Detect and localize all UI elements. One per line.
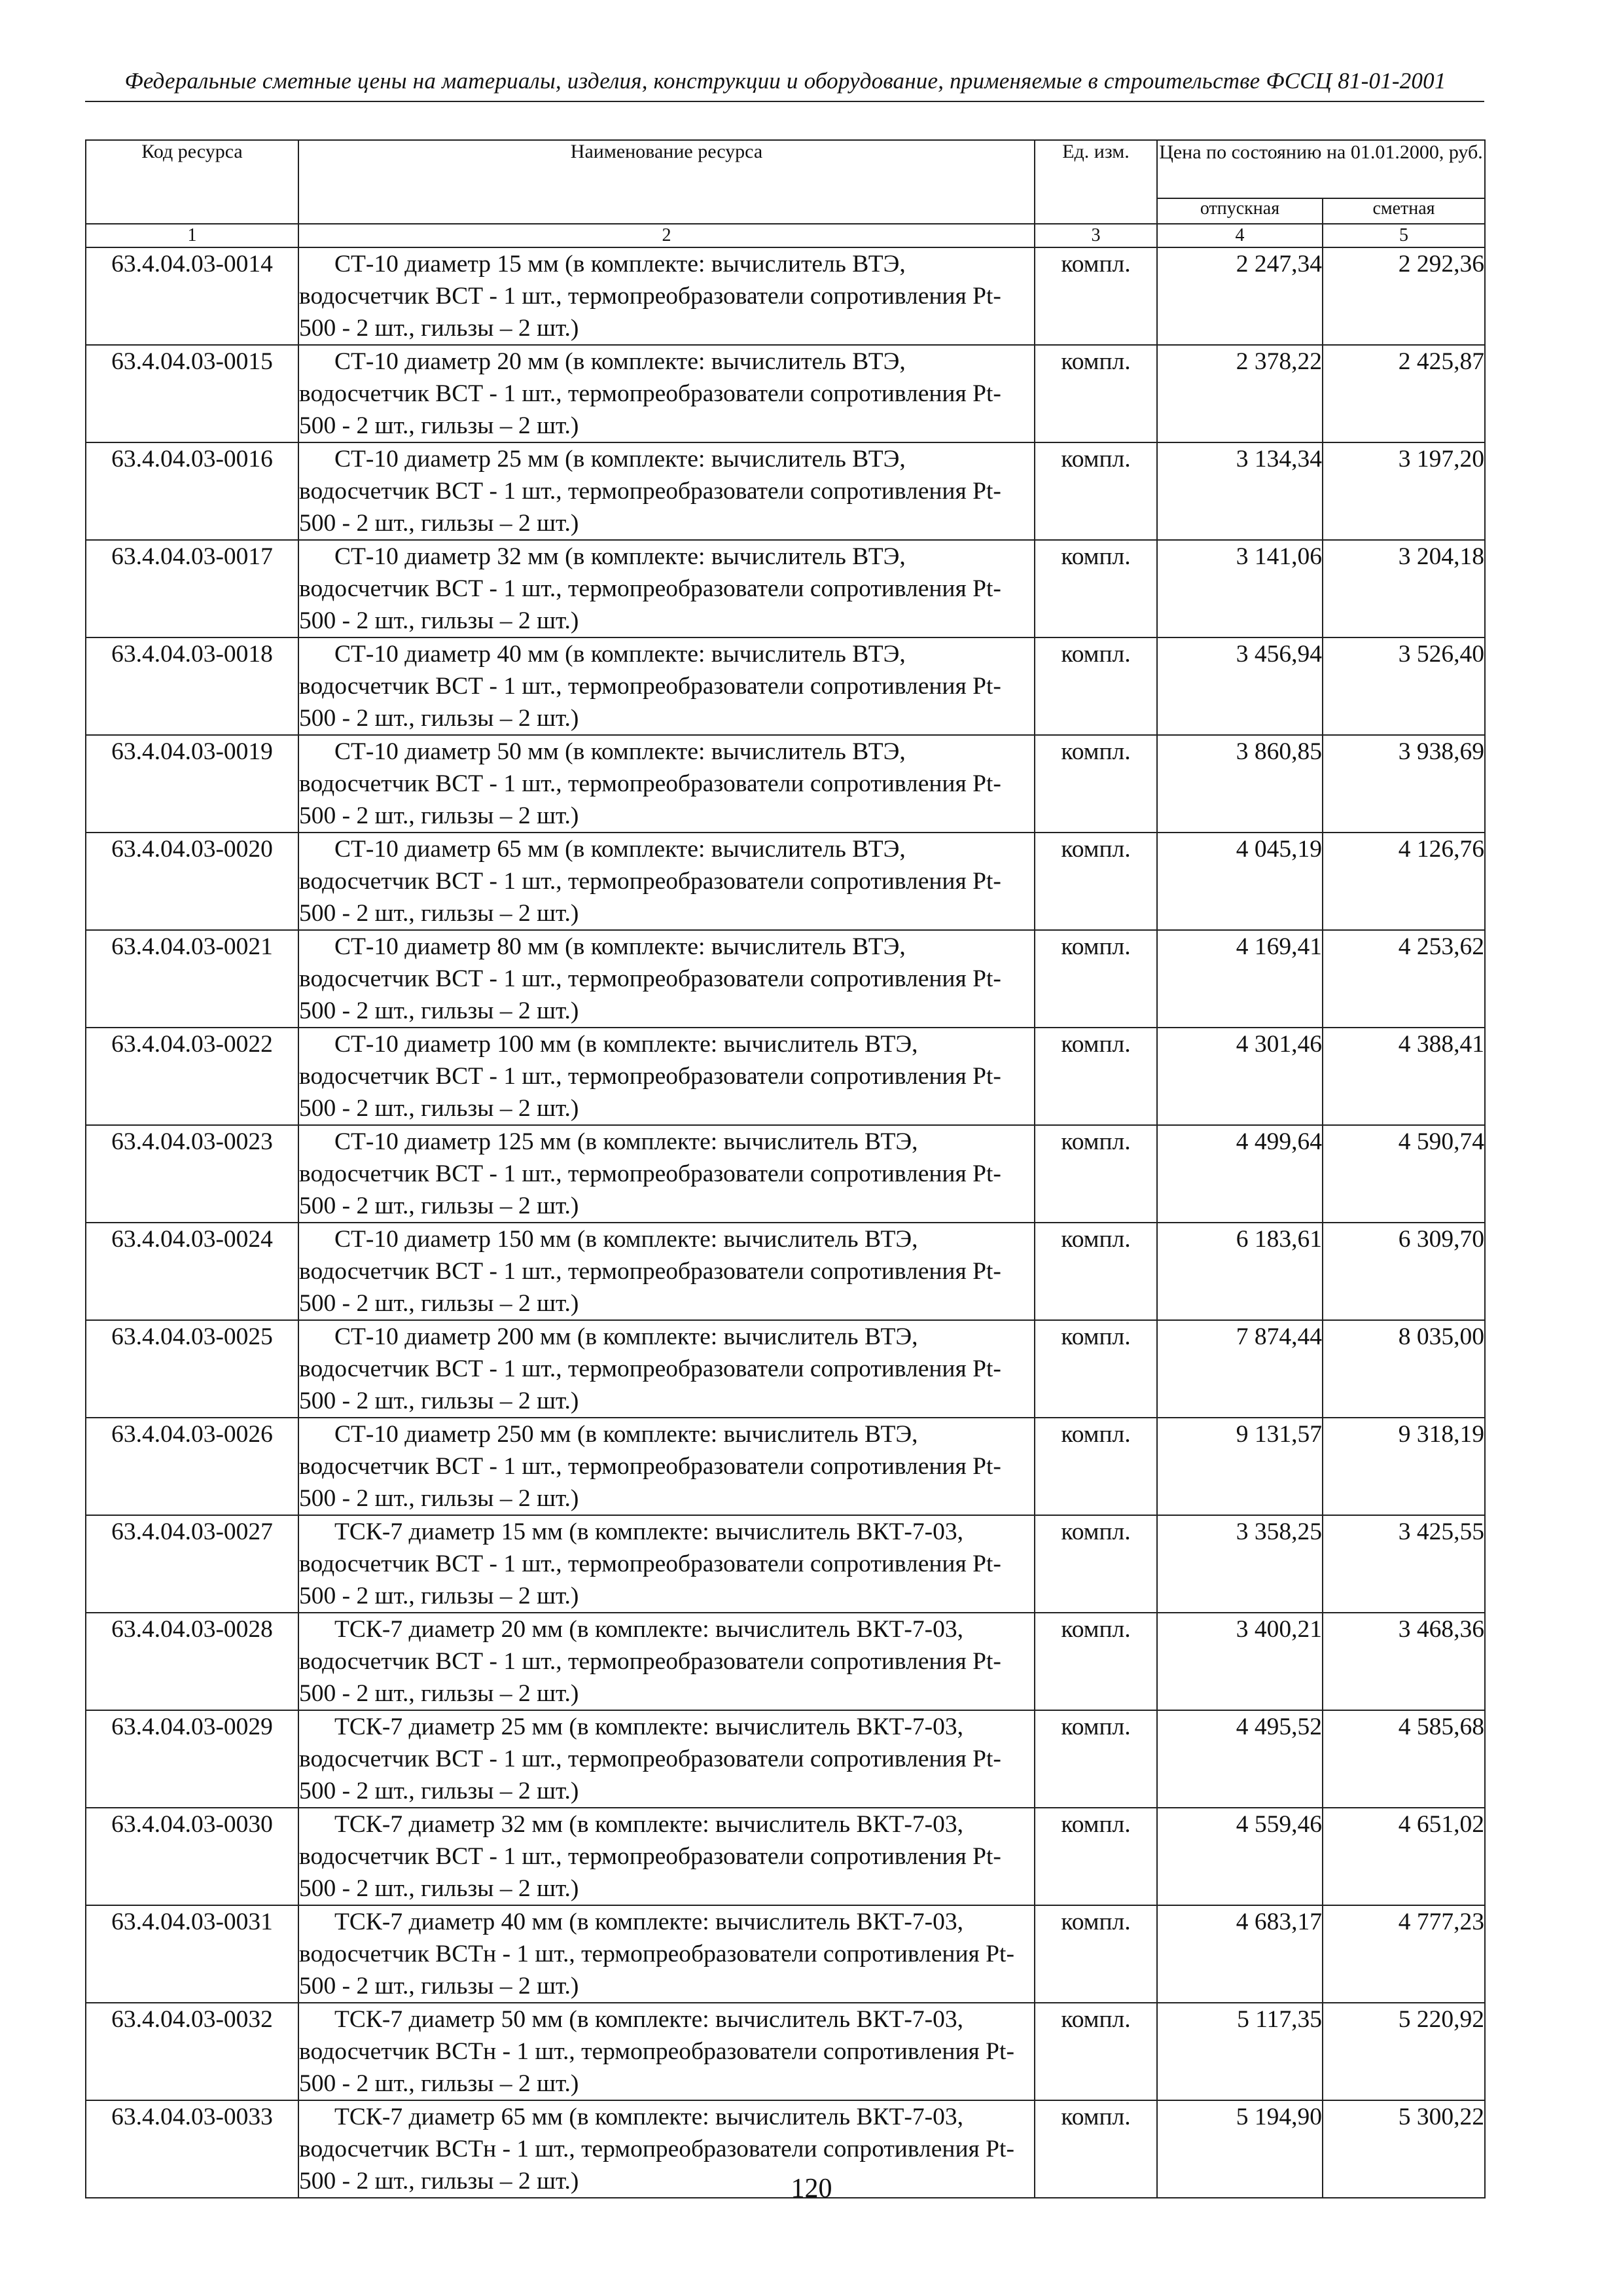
release-price-cell: 4 495,52	[1157, 1710, 1323, 1808]
release-price-cell: 4 683,17	[1157, 1905, 1323, 2003]
table-header	[86, 140, 1485, 224]
resource-name-text: ТСК-7 диаметр 40 мм (в комплекте: вычислитель ВКТ-7-03, водосчетчик ВСТн - 1 шт., термопреобразователи сопротивления Pt-500 - 2 шт., гильзы – 2 шт.)	[299, 1909, 1014, 2000]
resource-name-cell	[298, 930, 1035, 1028]
header-estimate-price: сметная	[1323, 198, 1485, 224]
estimate-price-cell: 9 318,19	[1323, 1418, 1485, 1515]
estimate-price-cell: 4 585,68	[1323, 1710, 1485, 1808]
release-price-cell: 4 499,64	[1157, 1125, 1323, 1223]
resource-name-text: СТ-10 диаметр 50 мм (в комплекте: вычислитель ВТЭ, водосчетчик ВСТ - 1 шт., термопреобразователи сопротивления Pt- 500 - 2 шт., гильзы – 2 шт.)	[299, 738, 1001, 829]
resource-code-cell: 63.4.04.03-0020	[86, 833, 298, 930]
release-price-cell: 6 183,61	[1157, 1223, 1323, 1320]
table-row	[86, 345, 1485, 442]
resource-name-text: ТСК-7 диаметр 15 мм (в комплекте: вычислитель ВКТ-7-03, водосчетчик ВСТ - 1 шт., термопреобразователи сопротивления Pt- 500 - 2 шт., гильзы – 2 шт.)	[299, 1518, 1001, 1609]
resource-code-cell: 63.4.04.03-0029	[86, 1710, 298, 1808]
price-table	[85, 139, 1486, 2198]
release-price-cell: 3 141,06	[1157, 540, 1323, 637]
resource-name-cell	[298, 1905, 1035, 2003]
resource-name-text: СТ-10 диаметр 25 мм (в комплекте: вычислитель ВТЭ, водосчетчик ВСТ - 1 шт., термопреобразователи сопротивления Pt- 500 - 2 шт., гильзы – 2 шт.)	[299, 446, 1001, 537]
unit-cell: компл.	[1035, 1710, 1157, 1808]
resource-name-cell	[298, 345, 1035, 442]
unit-cell: компл.	[1035, 247, 1157, 345]
resource-code-cell: 63.4.04.03-0016	[86, 442, 298, 540]
release-price-cell: 3 134,34	[1157, 442, 1323, 540]
table-row	[86, 2003, 1485, 2100]
resource-name-cell	[298, 735, 1035, 833]
estimate-price-cell: 3 468,36	[1323, 1613, 1485, 1710]
header-name: Наименование ресурса	[298, 140, 1035, 224]
release-price-cell: 4 301,46	[1157, 1028, 1323, 1125]
column-number: 2	[298, 224, 1035, 247]
table-body	[86, 224, 1485, 2198]
header-rule	[85, 101, 1484, 102]
release-price-cell: 3 400,21	[1157, 1613, 1323, 1710]
unit-cell: компл.	[1035, 735, 1157, 833]
table-row	[86, 1125, 1485, 1223]
release-price-cell: 9 131,57	[1157, 1418, 1323, 1515]
resource-name-text: СТ-10 диаметр 200 мм (в комплекте: вычислитель ВТЭ, водосчетчик ВСТ - 1 шт., термопреобразователи сопротивления Pt- 500 - 2 шт., гильзы – 2 шт.)	[299, 1323, 1001, 1414]
estimate-price-cell: 8 035,00	[1323, 1320, 1485, 1418]
resource-name-text: СТ-10 диаметр 250 мм (в комплекте: вычислитель ВТЭ, водосчетчик ВСТ - 1 шт., термопреобразователи сопротивления Pt- 500 - 2 шт., гильзы – 2 шт.)	[299, 1421, 1001, 1512]
resource-code-cell: 63.4.04.03-0031	[86, 1905, 298, 2003]
resource-name-cell	[298, 540, 1035, 637]
resource-name-cell	[298, 1418, 1035, 1515]
resource-name-text: СТ-10 диаметр 20 мм (в комплекте: вычислитель ВТЭ, водосчетчик ВСТ - 1 шт., термопреобразователи сопротивления Pt- 500 - 2 шт., гильзы – 2 шт.)	[299, 348, 1001, 439]
resource-code-cell: 63.4.04.03-0024	[86, 1223, 298, 1320]
resource-name-text: СТ-10 диаметр 125 мм (в комплекте: вычислитель ВТЭ, водосчетчик ВСТ - 1 шт., термопреобразователи сопротивления Pt- 500 - 2 шт., гильзы – 2 шт.)	[299, 1128, 1001, 1219]
release-price-cell: 3 860,85	[1157, 735, 1323, 833]
unit-cell: компл.	[1035, 1223, 1157, 1320]
estimate-price-cell: 6 309,70	[1323, 1223, 1485, 1320]
column-number: 5	[1323, 224, 1485, 247]
resource-code-cell: 63.4.04.03-0027	[86, 1515, 298, 1613]
column-number: 3	[1035, 224, 1157, 247]
release-price-cell: 7 874,44	[1157, 1320, 1323, 1418]
resource-code-cell: 63.4.04.03-0015	[86, 345, 298, 442]
header-price-group: Цена по состоянию на 01.01.2000, руб.	[1157, 140, 1485, 198]
resource-code-cell: 63.4.04.03-0014	[86, 247, 298, 345]
table-row	[86, 1710, 1485, 1808]
estimate-price-cell: 4 590,74	[1323, 1125, 1485, 1223]
release-price-cell: 4 045,19	[1157, 833, 1323, 930]
resource-name-cell	[298, 1613, 1035, 1710]
resource-code-cell: 63.4.04.03-0022	[86, 1028, 298, 1125]
resource-code-cell: 63.4.04.03-0028	[86, 1613, 298, 1710]
unit-cell: компл.	[1035, 442, 1157, 540]
resource-name-text: ТСК-7 диаметр 50 мм (в комплекте: вычислитель ВКТ-7-03, водосчетчик ВСТн - 1 шт., термопреобразователи сопротивления Pt-500 - 2 шт., гильзы – 2 шт.)	[299, 2006, 1014, 2097]
release-price-cell: 3 358,25	[1157, 1515, 1323, 1613]
resource-code-cell: 63.4.04.03-0017	[86, 540, 298, 637]
resource-name-text: ТСК-7 диаметр 32 мм (в комплекте: вычислитель ВКТ-7-03, водосчетчик ВСТ - 1 шт., термопреобразователи сопротивления Pt- 500 - 2 шт., гильзы – 2 шт.)	[299, 1811, 1001, 1902]
column-number-row	[86, 224, 1485, 247]
estimate-price-cell: 3 526,40	[1323, 637, 1485, 735]
running-header: Федеральные сметные цены на материалы, изделия, конструкции и оборудование, применяемые в строительстве ФССЦ 81-01-2001	[124, 68, 1446, 94]
unit-cell: компл.	[1035, 637, 1157, 735]
table-row	[86, 1808, 1485, 1905]
unit-cell: компл.	[1035, 833, 1157, 930]
resource-name-text: СТ-10 диаметр 32 мм (в комплекте: вычислитель ВТЭ, водосчетчик ВСТ - 1 шт., термопреобразователи сопротивления Pt- 500 - 2 шт., гильзы – 2 шт.)	[299, 543, 1001, 634]
release-price-cell: 3 456,94	[1157, 637, 1323, 735]
table-row	[86, 1905, 1485, 2003]
unit-cell: компл.	[1035, 930, 1157, 1028]
resource-name-cell	[298, 1125, 1035, 1223]
estimate-price-cell: 5 300,22	[1323, 2100, 1485, 2198]
resource-code-cell: 63.4.04.03-0023	[86, 1125, 298, 1223]
resource-name-cell	[298, 637, 1035, 735]
header-release-price: отпускная	[1157, 198, 1323, 224]
unit-cell: компл.	[1035, 345, 1157, 442]
estimate-price-cell: 3 938,69	[1323, 735, 1485, 833]
table-row	[86, 540, 1485, 637]
unit-cell: компл.	[1035, 2100, 1157, 2198]
resource-code-cell: 63.4.04.03-0019	[86, 735, 298, 833]
header-unit: Ед. изм.	[1035, 140, 1157, 224]
unit-cell: компл.	[1035, 1613, 1157, 1710]
release-price-cell: 2 378,22	[1157, 345, 1323, 442]
resource-name-cell	[298, 247, 1035, 345]
resource-name-text: ТСК-7 диаметр 25 мм (в комплекте: вычислитель ВКТ-7-03, водосчетчик ВСТ - 1 шт., термопреобразователи сопротивления Pt- 500 - 2 шт., гильзы – 2 шт.)	[299, 1713, 1001, 1804]
table-row	[86, 1418, 1485, 1515]
resource-name-text: СТ-10 диаметр 15 мм (в комплекте: вычислитель ВТЭ, водосчетчик ВСТ - 1 шт., термопреобразователи сопротивления Pt- 500 - 2 шт., гильзы – 2 шт.)	[299, 251, 1001, 342]
unit-cell: компл.	[1035, 1418, 1157, 1515]
estimate-price-cell: 4 388,41	[1323, 1028, 1485, 1125]
resource-name-cell	[298, 1515, 1035, 1613]
page-number: 120	[791, 2174, 832, 2204]
release-price-cell: 2 247,34	[1157, 247, 1323, 345]
table-row	[86, 442, 1485, 540]
estimate-price-cell: 4 651,02	[1323, 1808, 1485, 1905]
resource-name-text: ТСК-7 диаметр 65 мм (в комплекте: вычислитель ВКТ-7-03, водосчетчик ВСТн - 1 шт., термопреобразователи сопротивления Pt-500 - 2 шт., гильзы – 2 шт.)	[299, 2104, 1014, 2195]
unit-cell: компл.	[1035, 1320, 1157, 1418]
unit-cell: компл.	[1035, 1515, 1157, 1613]
table-row	[86, 930, 1485, 1028]
resource-name-cell	[298, 833, 1035, 930]
resource-name-cell	[298, 442, 1035, 540]
resource-name-cell	[298, 2003, 1035, 2100]
resource-name-cell	[298, 1223, 1035, 1320]
table-row	[86, 1028, 1485, 1125]
table-row	[86, 637, 1485, 735]
table-row	[86, 833, 1485, 930]
header-code: Код ресурса	[86, 140, 298, 224]
estimate-price-cell: 3 425,55	[1323, 1515, 1485, 1613]
release-price-cell: 4 169,41	[1157, 930, 1323, 1028]
resource-name-cell	[298, 1028, 1035, 1125]
resource-name-text: СТ-10 диаметр 80 мм (в комплекте: вычислитель ВТЭ, водосчетчик ВСТ - 1 шт., термопреобразователи сопротивления Pt- 500 - 2 шт., гильзы – 2 шт.)	[299, 933, 1001, 1024]
table-row	[86, 1515, 1485, 1613]
estimate-price-cell: 5 220,92	[1323, 2003, 1485, 2100]
unit-cell: компл.	[1035, 1905, 1157, 2003]
unit-cell: компл.	[1035, 1125, 1157, 1223]
estimate-price-cell: 2 292,36	[1323, 247, 1485, 345]
resource-code-cell: 63.4.04.03-0030	[86, 1808, 298, 1905]
resource-name-text: СТ-10 диаметр 100 мм (в комплекте: вычислитель ВТЭ, водосчетчик ВСТ - 1 шт., термопреобразователи сопротивления Pt- 500 - 2 шт., гильзы – 2 шт.)	[299, 1031, 1001, 1122]
unit-cell: компл.	[1035, 1028, 1157, 1125]
table-row	[86, 735, 1485, 833]
resource-name-cell	[298, 1320, 1035, 1418]
estimate-price-cell: 4 777,23	[1323, 1905, 1485, 2003]
resource-name-text: СТ-10 диаметр 40 мм (в комплекте: вычислитель ВТЭ, водосчетчик ВСТ - 1 шт., термопреобразователи сопротивления Pt- 500 - 2 шт., гильзы – 2 шт.)	[299, 641, 1001, 732]
table-row	[86, 247, 1485, 345]
unit-cell: компл.	[1035, 1808, 1157, 1905]
table-row	[86, 1613, 1485, 1710]
resource-name-cell	[298, 1808, 1035, 1905]
resource-name-text: СТ-10 диаметр 65 мм (в комплекте: вычислитель ВТЭ, водосчетчик ВСТ - 1 шт., термопреобразователи сопротивления Pt- 500 - 2 шт., гильзы – 2 шт.)	[299, 836, 1001, 927]
release-price-cell: 5 194,90	[1157, 2100, 1323, 2198]
estimate-price-cell: 4 253,62	[1323, 930, 1485, 1028]
resource-code-cell: 63.4.04.03-0033	[86, 2100, 298, 2198]
unit-cell: компл.	[1035, 540, 1157, 637]
resource-code-cell: 63.4.04.03-0025	[86, 1320, 298, 1418]
estimate-price-cell: 2 425,87	[1323, 345, 1485, 442]
table-row	[86, 1320, 1485, 1418]
resource-code-cell: 63.4.04.03-0018	[86, 637, 298, 735]
resource-name-text: ТСК-7 диаметр 20 мм (в комплекте: вычислитель ВКТ-7-03, водосчетчик ВСТ - 1 шт., термопреобразователи сопротивления Pt- 500 - 2 шт., гильзы – 2 шт.)	[299, 1616, 1001, 1707]
estimate-price-cell: 3 197,20	[1323, 442, 1485, 540]
release-price-cell: 4 559,46	[1157, 1808, 1323, 1905]
estimate-price-cell: 4 126,76	[1323, 833, 1485, 930]
column-number: 1	[86, 224, 298, 247]
resource-code-cell: 63.4.04.03-0021	[86, 930, 298, 1028]
resource-code-cell: 63.4.04.03-0026	[86, 1418, 298, 1515]
unit-cell: компл.	[1035, 2003, 1157, 2100]
release-price-cell: 5 117,35	[1157, 2003, 1323, 2100]
estimate-price-cell: 3 204,18	[1323, 540, 1485, 637]
resource-name-text: СТ-10 диаметр 150 мм (в комплекте: вычислитель ВТЭ, водосчетчик ВСТ - 1 шт., термопреобразователи сопротивления Pt- 500 - 2 шт., гильзы – 2 шт.)	[299, 1226, 1001, 1317]
column-number: 4	[1157, 224, 1323, 247]
resource-name-cell	[298, 1710, 1035, 1808]
resource-code-cell: 63.4.04.03-0032	[86, 2003, 298, 2100]
table-row	[86, 1223, 1485, 1320]
